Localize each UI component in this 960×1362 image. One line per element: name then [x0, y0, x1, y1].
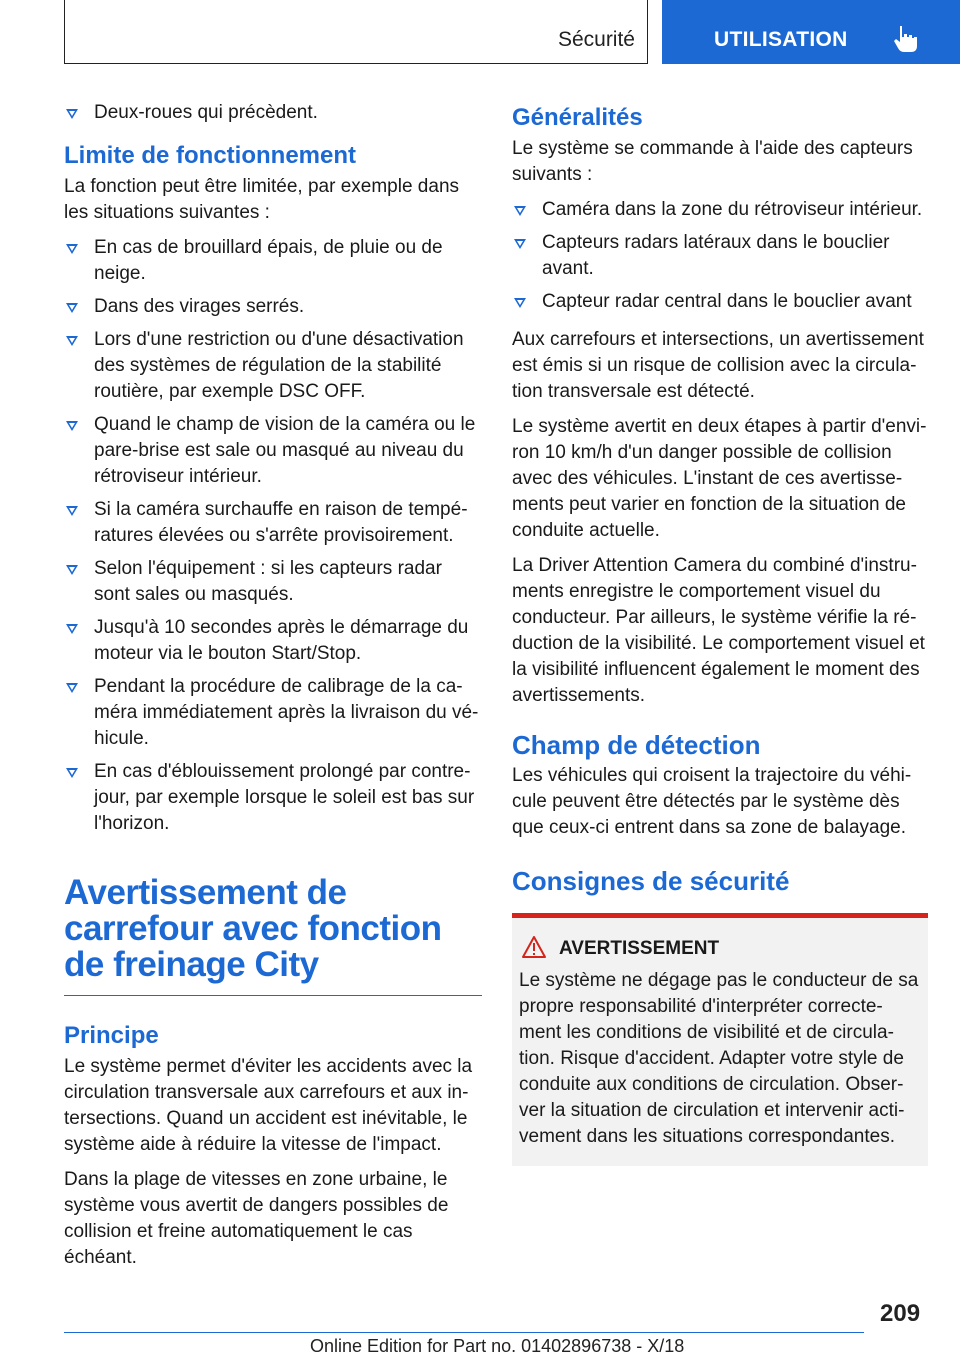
list-item: Capteurs radars latéraux dans le bouclier avant. [512, 230, 928, 282]
bullet-triangle-icon [66, 336, 78, 346]
chapter-tab[interactable] [662, 0, 960, 64]
list-item: Pendant la procédure de calibrage de la ca-méra immédiatement après la livraison du vé-hicule. [64, 674, 482, 752]
list-item: Caméra dans la zone du rétroviseur intérieur. [512, 197, 928, 223]
warning-triangle-icon [521, 935, 547, 959]
list-item: Si la caméra surchauffe en raison de tempé-ratures élevées ou s'arrête provisoirement. [64, 497, 482, 549]
bullet-triangle-icon [514, 298, 526, 308]
bullet-triangle-icon [66, 565, 78, 575]
principle-heading: Principe [64, 1022, 159, 1049]
page-number: 209 [880, 1300, 921, 1327]
sensor-bullet-list [512, 197, 928, 315]
right-column [512, 100, 928, 1166]
warning-header [519, 936, 920, 962]
detection-paragraph: Les véhicules qui croisent la trajectoire du véhi-cule peuvent être détectés par le système dès que ceux-ci entrent dans sa zone de balayage. [512, 765, 912, 838]
general-paragraph-3: La Driver Attention Camera du combiné d'instru-ments enregistre le comportement visuel du conducteur. Par ailleurs, le système vérifie la ré-duction de la visibilité. Le comportement visuel et la visibilité influencent également le moment des avertissements. [512, 555, 925, 706]
general-paragraph-2: Le système avertit en deux étapes à partir d'envi-ron 10 km/h d'un danger possible de collision avec des véhicules. L'instant de ces avertisse-ments peut varier en fonction de la situation de conduite actuelle. [512, 416, 927, 541]
footer-edition-text: Online Edition for Part no. 01402896738 - X/18 [310, 1336, 685, 1356]
bullet-triangle-icon [514, 206, 526, 216]
bullet-triangle-icon [66, 683, 78, 693]
bullet-triangle-icon [66, 768, 78, 778]
list-item: Selon l'équipement : si les capteurs radar sont sales ou masqués. [64, 556, 482, 608]
list-item: Jusqu'à 10 secondes après le démarrage du moteur via le bouton Start/Stop. [64, 615, 482, 667]
main-heading: Avertissement de carrefour avec fonction de freinage City [64, 873, 442, 984]
limit-heading: Limite de fonctionnement [64, 142, 357, 169]
detection-heading: Champ de détection [512, 730, 761, 760]
top-bullet-list [64, 100, 482, 126]
limit-bullet-list [64, 235, 482, 837]
header-section-box [64, 0, 648, 64]
bullet-triangle-icon [66, 624, 78, 634]
left-column [64, 100, 482, 1280]
section-label: Sécurité [557, 28, 635, 51]
pointing-hand-icon [892, 24, 920, 54]
bullet-triangle-icon [66, 506, 78, 516]
list-item: Capteur radar central dans le bouclier avant [512, 289, 928, 315]
general-intro: Le système se commande à l'aide des capteurs suivants : [512, 138, 913, 185]
list-item: Dans des virages serrés. [64, 294, 482, 320]
general-paragraph-1: Aux carrefours et intersections, un avertissement est émis si un risque de collision avec la circula-tion transversale est détecté. [512, 329, 924, 402]
limit-intro: La fonction peut être limitée, par exemple dans les situations suivantes : [64, 176, 460, 223]
principle-paragraph-1: Le système permet d'éviter les accidents avec la circulation transversale aux carrefours et aux in-tersections. Quand un accident est inévitable, le système aide à réduire la vitesse de l'impact. [64, 1056, 473, 1155]
warning-title: AVERTISSEMENT [559, 938, 720, 959]
bullet-triangle-icon [66, 421, 78, 431]
list-item: Lors d'une restriction ou d'une désactivation des systèmes de régulation de la stabilité routière, par exemple DSC OFF. [64, 327, 482, 405]
footer-divider [64, 1332, 864, 1333]
safety-heading: Consignes de sécurité [512, 866, 790, 896]
list-item: Deux-roues qui précèdent. [64, 100, 482, 126]
bullet-triangle-icon [66, 303, 78, 313]
list-item: Quand le champ de vision de la caméra ou le pare-brise est sale ou masqué au niveau du rétroviseur intérieur. [64, 412, 482, 490]
warning-box [512, 913, 928, 1166]
bullet-triangle-icon [514, 239, 526, 249]
warning-text: Le système ne dégage pas le conducteur de sa propre responsabilité d'interpréter correcte-ment les conditions de visibilité et de circula-tion. Risque d'accident. Adapter votre style de conduite aux conditions de circulation. Obser-ver la situation de circulation et intervenir acti-vement dans les situations correspondantes. [519, 970, 919, 1147]
general-heading: Généralités [512, 104, 643, 131]
list-item: En cas d'éblouissement prolongé par contre-jour, par exemple lorsque le soleil est bas sur l'horizon. [64, 759, 482, 837]
principle-paragraph-2: Dans la plage de vitesses en zone urbaine, le système vous avertit de dangers possibles de collision et freine automatiquement le cas échéant. [64, 1169, 449, 1268]
chapter-label: UTILISATION [714, 28, 848, 51]
bullet-triangle-icon [66, 244, 78, 254]
bullet-triangle-icon [66, 109, 78, 119]
list-item: En cas de brouillard épais, de pluie ou de neige. [64, 235, 482, 287]
heading-divider [64, 995, 482, 996]
